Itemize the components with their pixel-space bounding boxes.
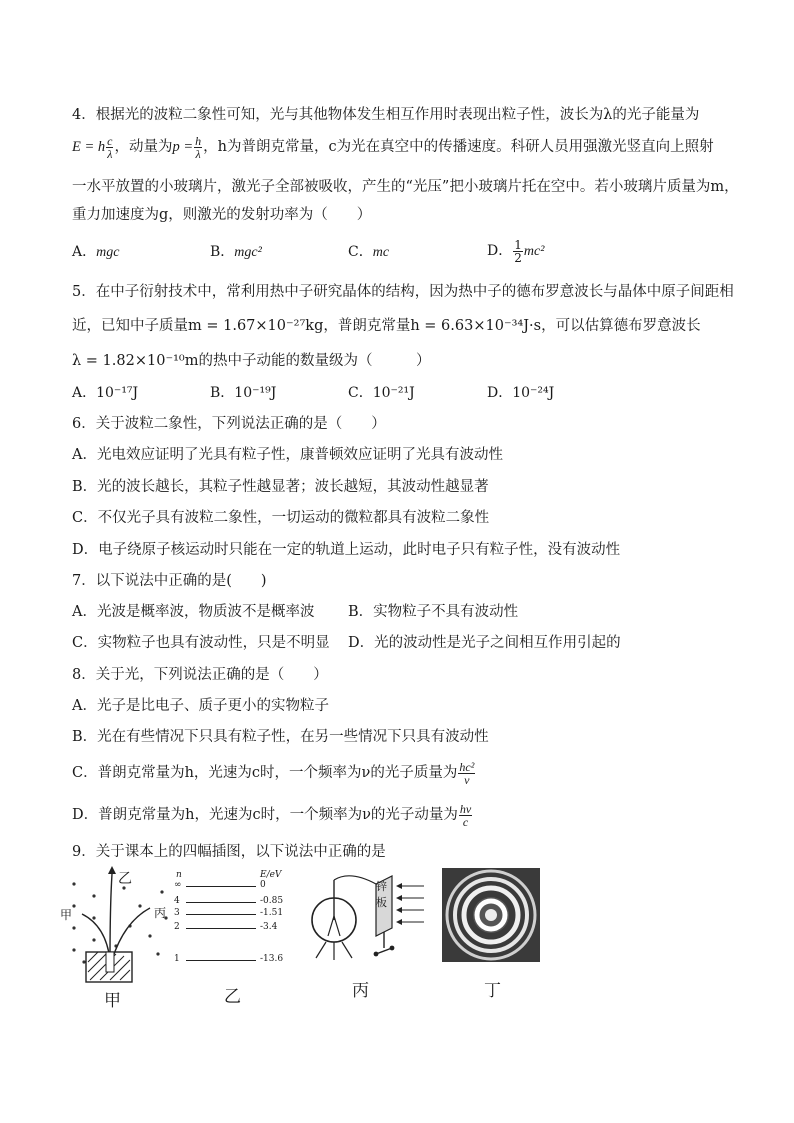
ray-yi-label: 乙 xyxy=(118,871,132,887)
q7-stem: 7．以下说法中正确的是( ) xyxy=(72,573,267,589)
energy-level-n: 1 xyxy=(174,954,180,964)
q6-stem: 6．关于波粒二象性，下列说法正确的是（ ） xyxy=(72,416,386,432)
q6-option-d: D．电子绕原子核运动时只能在一定的轨道上运动，此时电子只有粒子性，没有波动性 xyxy=(72,542,621,558)
energy-level-n: 2 xyxy=(174,922,180,932)
q5-option-d: D．10⁻²⁴J xyxy=(487,385,555,401)
q8-stem: 8．关于光，下列说法正确的是（ ） xyxy=(72,667,328,683)
q4-energy-formula: E = h xyxy=(72,139,106,155)
diffraction-pattern xyxy=(440,866,544,966)
q8-option-b: B．光在有些情况下只具有粒子性，在另一些情况下只具有波动性 xyxy=(72,729,489,745)
q4-sep: ，动量为 xyxy=(114,139,173,155)
q6-option-c: C．不仅光子具有波粒二象性，一切运动的微粒都具有波粒二象性 xyxy=(72,510,490,526)
q8-option-d: D．普朗克常量为h，光速为c时，一个频率为ν的光子动量为 $\frac{h\nu}{c}$ xyxy=(72,801,472,829)
q8-option-a: A．光子是比电子、质子更小的实物粒子 xyxy=(72,698,329,714)
energy-level-line xyxy=(186,902,256,903)
q5-line2: 近，已知中子质量m = 1.67×10⁻²⁷kg，普朗克常量h = 6.63×10⁻³⁴J·s，可以估算德布罗意波长 xyxy=(72,318,701,334)
q4-option-c: C．mc xyxy=(348,244,390,260)
energy-level-value: -0.85 xyxy=(260,896,284,906)
energy-level-4 xyxy=(170,954,300,972)
q5-line3: λ = 1.82×10⁻¹⁰m的热中子动能的数量级为（ ） xyxy=(72,353,431,369)
energy-level-value: 0 xyxy=(260,880,266,890)
q6-option-b: B．光的波长越长，其粒子性越显著；波长越短，其波动性越显著 xyxy=(72,479,489,495)
figure-bing-drawing xyxy=(306,866,430,976)
figure-jia xyxy=(60,866,176,1016)
energy-level-n: 3 xyxy=(174,908,180,918)
energy-level-value: -13.6 xyxy=(260,954,284,964)
q5-option-b: B．10⁻¹⁹J xyxy=(210,385,277,401)
q7-option-d: D．光的波动性是光子之间相互作用引起的 xyxy=(348,635,621,651)
q4-h-over-lambda: $\frac{h}{\lambda}$ xyxy=(195,133,202,161)
q4-line3: 一水平放置的小玻璃片，激光子全部被吸收，产生的“光压”把小玻璃片托在空中。若小玻璃片质量为m， xyxy=(72,179,739,195)
q4-option-b: B．mgc² xyxy=(210,244,262,260)
q4-option-d: D． $\frac{1}{2}$ mc² xyxy=(487,237,545,265)
q5-option-a: A．10⁻¹⁷J xyxy=(72,385,139,401)
q6-option-a: A．光电效应证明了光具有粒子性，康普顿效应证明了光具有波动性 xyxy=(72,447,503,463)
zinc-plate-label-2: 板 xyxy=(376,896,387,909)
q8-option-c: C．普朗克常量为h，光速为c时，一个频率为ν的光子质量为 $\frac{\text{hc²}}{\nu}$ xyxy=(72,759,475,787)
figure-yi xyxy=(170,866,300,1016)
figure-yi-label: 乙 xyxy=(224,987,241,1007)
energy-level-line xyxy=(186,960,256,961)
q4-momentum-formula: p = xyxy=(172,139,194,155)
ray-bing-label: 丙 xyxy=(154,906,167,920)
level-energy-header: E/eV xyxy=(260,870,282,880)
q4-option-a: A．mgc xyxy=(72,244,120,260)
q7-option-a: A．光波是概率波，物质波不是概率波 xyxy=(72,604,315,620)
figure-ding-label: 丁 xyxy=(484,981,501,1001)
figure-bing xyxy=(306,866,430,1016)
figure-bing-label: 丙 xyxy=(352,981,369,1001)
ray-jia-label: 甲 xyxy=(60,908,73,922)
q7-option-b: B．实物粒子不具有波动性 xyxy=(348,604,519,620)
q9-stem: 9．关于课本上的四幅插图，以下说法中正确的是 xyxy=(72,844,386,860)
q4-line2-tail: ，h为普朗克常量，c为光在真空中的传播速度。科研人员用强激光竖直向上照射 xyxy=(203,139,714,155)
q5-line1: 5．在中子衍射技术中，常利用热中子研究晶体的结构，因为热中子的德布罗意波长与晶体中原子间距相 xyxy=(72,284,734,300)
q5-option-c: C．10⁻²¹J xyxy=(348,385,415,401)
energy-level-3 xyxy=(170,922,300,940)
energy-level-n: 4 xyxy=(174,896,180,906)
energy-level-n: ∞ xyxy=(174,880,182,890)
level-n-header: n xyxy=(176,870,182,880)
figure-ding xyxy=(440,866,544,1016)
energy-level-line xyxy=(186,928,256,929)
energy-level-2 xyxy=(170,908,300,926)
energy-level-value: -3.4 xyxy=(260,922,278,932)
q4-c-over-lambda: $\frac{c}{\lambda}$ xyxy=(107,133,113,161)
energy-level-line xyxy=(186,914,256,915)
q4-line1: 4．根据光的波粒二象性可知，光与其他物体发生相互作用时表现出粒子性，波长为λ的光子能量为 xyxy=(72,107,700,123)
energy-level-line xyxy=(186,886,256,887)
q7-option-c: C．实物粒子也具有波动性，只是不明显 xyxy=(72,635,330,651)
energy-level-value: -1.51 xyxy=(260,908,284,918)
q4-line2 xyxy=(72,132,714,162)
zinc-plate-label-1: 锌 xyxy=(376,880,387,893)
q4-line4: 重力加速度为g，则激光的发射功率为（ ） xyxy=(72,207,372,223)
figure-jia-label: 甲 xyxy=(104,991,121,1011)
